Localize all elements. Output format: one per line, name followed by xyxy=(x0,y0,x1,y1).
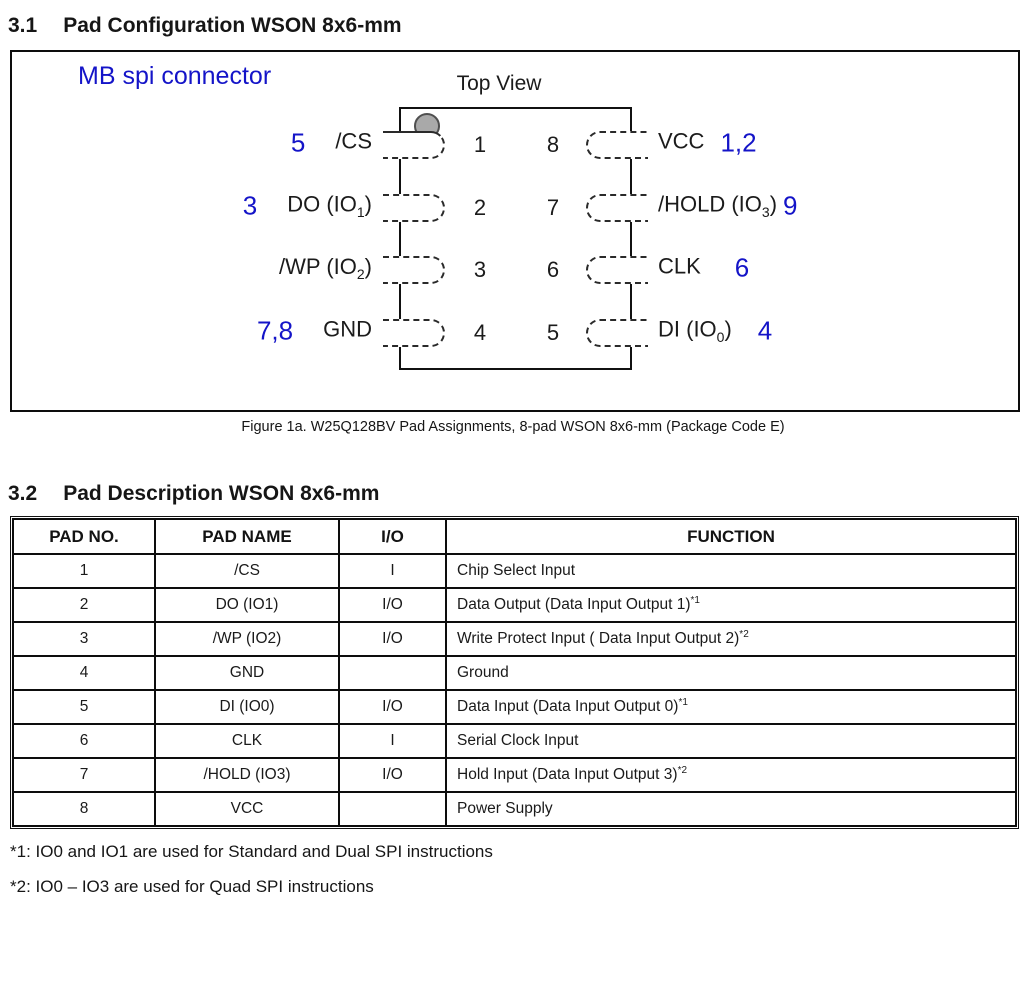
table-header-row xyxy=(13,519,1016,554)
pin-number-7: 7 xyxy=(546,195,560,220)
pad-icon-8 xyxy=(586,131,648,159)
pad-description-table xyxy=(10,516,1019,829)
pin-number-2: 2 xyxy=(473,195,487,220)
pad-icon-1 xyxy=(383,131,445,159)
pad-icon-5 xyxy=(586,319,648,347)
annotation-number: 6 xyxy=(734,252,750,283)
table-row: 6 CLK I Serial Clock Input xyxy=(13,724,1016,758)
pin-label-clk xyxy=(658,253,749,284)
pad-icon-2 xyxy=(383,194,445,222)
pin-label-cs xyxy=(291,128,372,159)
pad-icon-7 xyxy=(586,194,648,222)
pin-number-4: 4 xyxy=(473,320,487,345)
pin-number-8: 8 xyxy=(546,132,560,157)
pin-name-label: /CS xyxy=(335,128,372,154)
section-heading-3-1 xyxy=(8,14,402,38)
pin-name-label: /HOLD $(IO_3)$ xyxy=(658,191,778,221)
pin-label-vcc xyxy=(658,128,757,159)
pad-icon-4 xyxy=(383,319,445,347)
section-title: Pad Description WSON 8x6-mm xyxy=(63,482,380,505)
chip-outline xyxy=(399,107,632,370)
pin-name-label: CLK xyxy=(658,253,701,279)
col-header-function: FUNCTION xyxy=(446,519,1016,554)
table-row: 4 GND Ground xyxy=(13,656,1016,690)
footnote-2: *2: IO0 – IO3 are used for Quad SPI instructions xyxy=(10,877,374,896)
annotation-number: 9 xyxy=(783,190,798,221)
col-header-io: I/O xyxy=(339,519,446,554)
section-heading-3-2 xyxy=(8,482,379,506)
handwritten-annotation: MB spi connector xyxy=(78,62,272,90)
pin-number-5: 5 xyxy=(546,320,560,345)
pin-label-do xyxy=(243,191,372,222)
annotation-number: 3 xyxy=(242,190,258,221)
table-row: 3 /WP (IO2) I/O Write Protect Input ( Data Input Output 2)$^{*2}$ xyxy=(13,622,1016,656)
pin-name-label: DO $(IO_1)$ xyxy=(287,191,372,221)
table-row: 5 DI (IO0) I/O Data Input (Data Input Output 0)$^{*1}$ xyxy=(13,690,1016,724)
top-view-label: Top View xyxy=(456,72,542,95)
figure-caption: Figure 1a. W25Q128BV Pad Assignments, 8-pad WSON 8x6-mm (Package Code E) xyxy=(241,419,785,435)
pin-label-wp xyxy=(249,254,372,282)
annotation-number: 1,2 xyxy=(720,127,757,158)
section-number: 3.1 xyxy=(8,14,38,37)
section-title: Pad Configuration WSON 8x6-mm xyxy=(63,14,402,37)
pad-icon-3 xyxy=(383,256,445,284)
pin-name-label: /WP $(IO_2)$ xyxy=(279,253,372,283)
pin-label-gnd xyxy=(257,316,372,347)
pin-name-label: DI $(IO_0)$ xyxy=(658,316,732,346)
footnote-1: *1: IO0 and IO1 are used for Standard and Dual SPI instructions xyxy=(10,842,493,861)
pin-number-6: 6 xyxy=(546,257,560,282)
section-number: 3.2 xyxy=(8,482,38,505)
table-row: 1 /CS I Chip Select Input xyxy=(13,554,1016,588)
pin-label-hold xyxy=(658,191,798,222)
annotation-number: 7,8 xyxy=(256,315,294,346)
annotation-number: 4 xyxy=(757,315,773,346)
pin-label-di xyxy=(658,316,772,347)
figure-frame xyxy=(10,50,1020,412)
annotation-number: 5 xyxy=(290,127,306,158)
table-row: 8 VCC Power Supply xyxy=(13,792,1016,826)
col-header-pad-name: PAD NAME xyxy=(155,519,339,554)
pin-name-label: GND xyxy=(323,316,372,342)
pin-number-1: 1 xyxy=(473,132,487,157)
pad-icon-6 xyxy=(586,256,648,284)
pin-number-3: 3 xyxy=(473,257,487,282)
table-row: 7 /HOLD (IO3) I/O Hold Input (Data Input Output 3)$^{*2}$ xyxy=(13,758,1016,792)
pin-name-label: VCC xyxy=(658,128,705,154)
table-row: 2 DO (IO1) I/O Data Output (Data Input Output 1)$^{*1}$ xyxy=(13,588,1016,622)
col-header-pad-no: PAD NO. xyxy=(13,519,155,554)
